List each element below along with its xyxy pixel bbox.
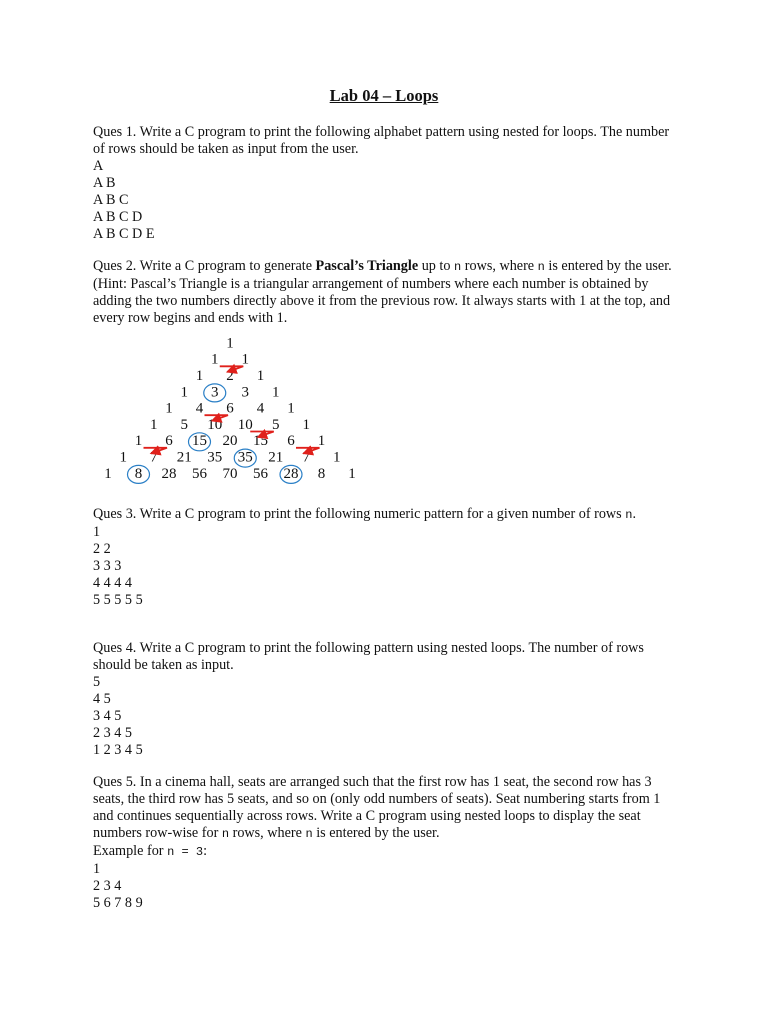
pattern-line: 5 6 7 8 9 bbox=[93, 895, 143, 911]
code-n: n bbox=[537, 260, 545, 274]
question-4-text: Ques 4. Write a C program to print the following pattern using nested loops. The number of rows should be taken as input. bbox=[93, 640, 644, 673]
pascal-number: 70 bbox=[222, 465, 238, 482]
pascal-number: 5 bbox=[180, 416, 188, 433]
pattern-line: 2 3 4 bbox=[93, 878, 122, 894]
code-n: n bbox=[625, 508, 633, 522]
pattern-line: A B C bbox=[93, 192, 129, 208]
pascal-number: 10 bbox=[207, 416, 223, 433]
pascal-number: 56 bbox=[192, 465, 207, 482]
pascal-number: 1 bbox=[256, 368, 265, 385]
text-run: is entered by the user. bbox=[312, 825, 440, 841]
pascal-number: 28 bbox=[161, 465, 177, 482]
pascal-number: 2 bbox=[226, 368, 234, 385]
pascal-number: 1 bbox=[165, 400, 173, 417]
pascal-number: 28 bbox=[283, 465, 299, 482]
question-4 bbox=[93, 640, 683, 759]
pascal-number: 21 bbox=[176, 449, 192, 466]
pascal-number: 15 bbox=[192, 433, 207, 450]
pascal-number: 1 bbox=[333, 449, 341, 466]
pascal-number: 1 bbox=[119, 449, 127, 466]
pascal-number: 1 bbox=[150, 416, 158, 433]
pascal-number: 21 bbox=[268, 449, 284, 466]
pattern-line: 4 4 4 4 bbox=[93, 575, 133, 591]
pattern-line: 1 2 3 4 5 bbox=[93, 742, 143, 758]
question-3-text bbox=[93, 506, 683, 524]
pattern-line: 1 bbox=[93, 861, 101, 877]
pascal-number: 3 bbox=[241, 384, 249, 401]
pascal-number: 1 bbox=[348, 465, 356, 482]
pascal-number: 6 bbox=[287, 433, 295, 450]
pattern-line: 3 4 5 bbox=[93, 708, 122, 724]
pattern-line: A B C D E bbox=[93, 226, 155, 242]
text-run: . bbox=[632, 506, 636, 522]
pattern-line: A bbox=[93, 158, 104, 174]
text-run: up to bbox=[418, 258, 455, 274]
pascal-number: 6 bbox=[226, 400, 234, 417]
pascal-number: 1 bbox=[195, 368, 204, 385]
pattern-line: 5 5 5 5 5 bbox=[93, 592, 143, 608]
pascal-number: 10 bbox=[237, 416, 253, 433]
text-run: Ques 2. Write a C program to generate bbox=[93, 258, 316, 274]
pascal-number: 4 bbox=[256, 400, 265, 417]
pattern-line: 3 3 3 bbox=[93, 558, 122, 574]
page-title: Lab 04 – Loops bbox=[329, 86, 439, 105]
bold-term: Pascal’s Triangle bbox=[315, 258, 419, 274]
pattern-line: 4 5 bbox=[93, 691, 111, 707]
question-3-pattern bbox=[93, 524, 683, 609]
question-5-text bbox=[93, 774, 683, 843]
pascal-number: 1 bbox=[287, 400, 295, 417]
pattern-line: 1 bbox=[93, 524, 101, 540]
pattern-line: A B C D bbox=[93, 209, 143, 225]
pascal-number: 4 bbox=[195, 400, 204, 417]
pascal-number: 6 bbox=[165, 433, 173, 450]
code-n: n bbox=[305, 827, 313, 841]
code-example: n = 3 bbox=[167, 845, 204, 859]
pascal-number: 35 bbox=[237, 449, 253, 466]
code-n: n bbox=[454, 260, 462, 274]
question-5-example-label bbox=[93, 843, 683, 861]
text-run: rows, where bbox=[461, 258, 538, 274]
question-1-text: Ques 1. Write a C program to print the following alphabet pattern using nested for loops. The number of rows should be taken as input from the user. bbox=[93, 124, 670, 157]
text-run: Ques 3. Write a C program to print the following numeric pattern for a given number of rows bbox=[93, 506, 626, 522]
text-run: is entered by the user. (Hint: Pascal’s Triangle is a triangular arrangement of numbers where each number is obtained by adding the two numbers directly above it from the previous row. It always starts with 1 at the top, and every row begins and ends with 1. bbox=[93, 258, 672, 326]
code-n: n bbox=[221, 827, 230, 841]
pascal-number: 1 bbox=[317, 433, 326, 450]
question-5 bbox=[93, 774, 683, 912]
question-4-pattern bbox=[93, 674, 683, 759]
question-3 bbox=[93, 506, 683, 609]
pascal-number: 1 bbox=[302, 416, 310, 433]
pascal-number: 20 bbox=[222, 433, 238, 450]
pascal-number: 3 bbox=[211, 384, 219, 401]
pascal-number: 15 bbox=[253, 433, 268, 450]
pascal-number: 1 bbox=[226, 335, 234, 352]
pascal-number: 8 bbox=[317, 465, 326, 482]
pascal-number: 1 bbox=[211, 351, 219, 368]
question-5-pattern bbox=[93, 861, 683, 912]
pascal-number: 1 bbox=[104, 465, 112, 482]
pattern-line: 2 2 bbox=[93, 541, 111, 557]
pascal-number: 1 bbox=[134, 433, 143, 450]
pattern-line: 2 3 4 5 bbox=[93, 725, 133, 741]
pascal-number: 1 bbox=[272, 384, 280, 401]
pascal-number: 8 bbox=[134, 465, 143, 482]
pascal-number: 5 bbox=[272, 416, 280, 433]
pascal-number: 7 bbox=[150, 449, 158, 466]
pascal-number: 35 bbox=[207, 449, 223, 466]
text-run: rows, where bbox=[229, 825, 306, 841]
pascal-number: 1 bbox=[180, 384, 188, 401]
pascal-number: 7 bbox=[302, 449, 310, 466]
pattern-line: A B bbox=[93, 175, 116, 191]
pascal-number: 56 bbox=[253, 465, 268, 482]
text-run: : bbox=[203, 843, 208, 859]
pattern-line: 5 bbox=[93, 674, 101, 690]
text-run: Ques 5. In a cinema hall, seats are arranged such that the first row has 1 seat, the second row has 3 seats, the third row has 5 seats, and so on (only odd numbers of seats). Seat numbering starts from 1 and continues sequentially across rows. Write a C program using nested loops to display the seat numbers row-wise for bbox=[93, 774, 661, 841]
pascal-number: 1 bbox=[241, 351, 249, 368]
text-run: Example for bbox=[93, 843, 168, 859]
